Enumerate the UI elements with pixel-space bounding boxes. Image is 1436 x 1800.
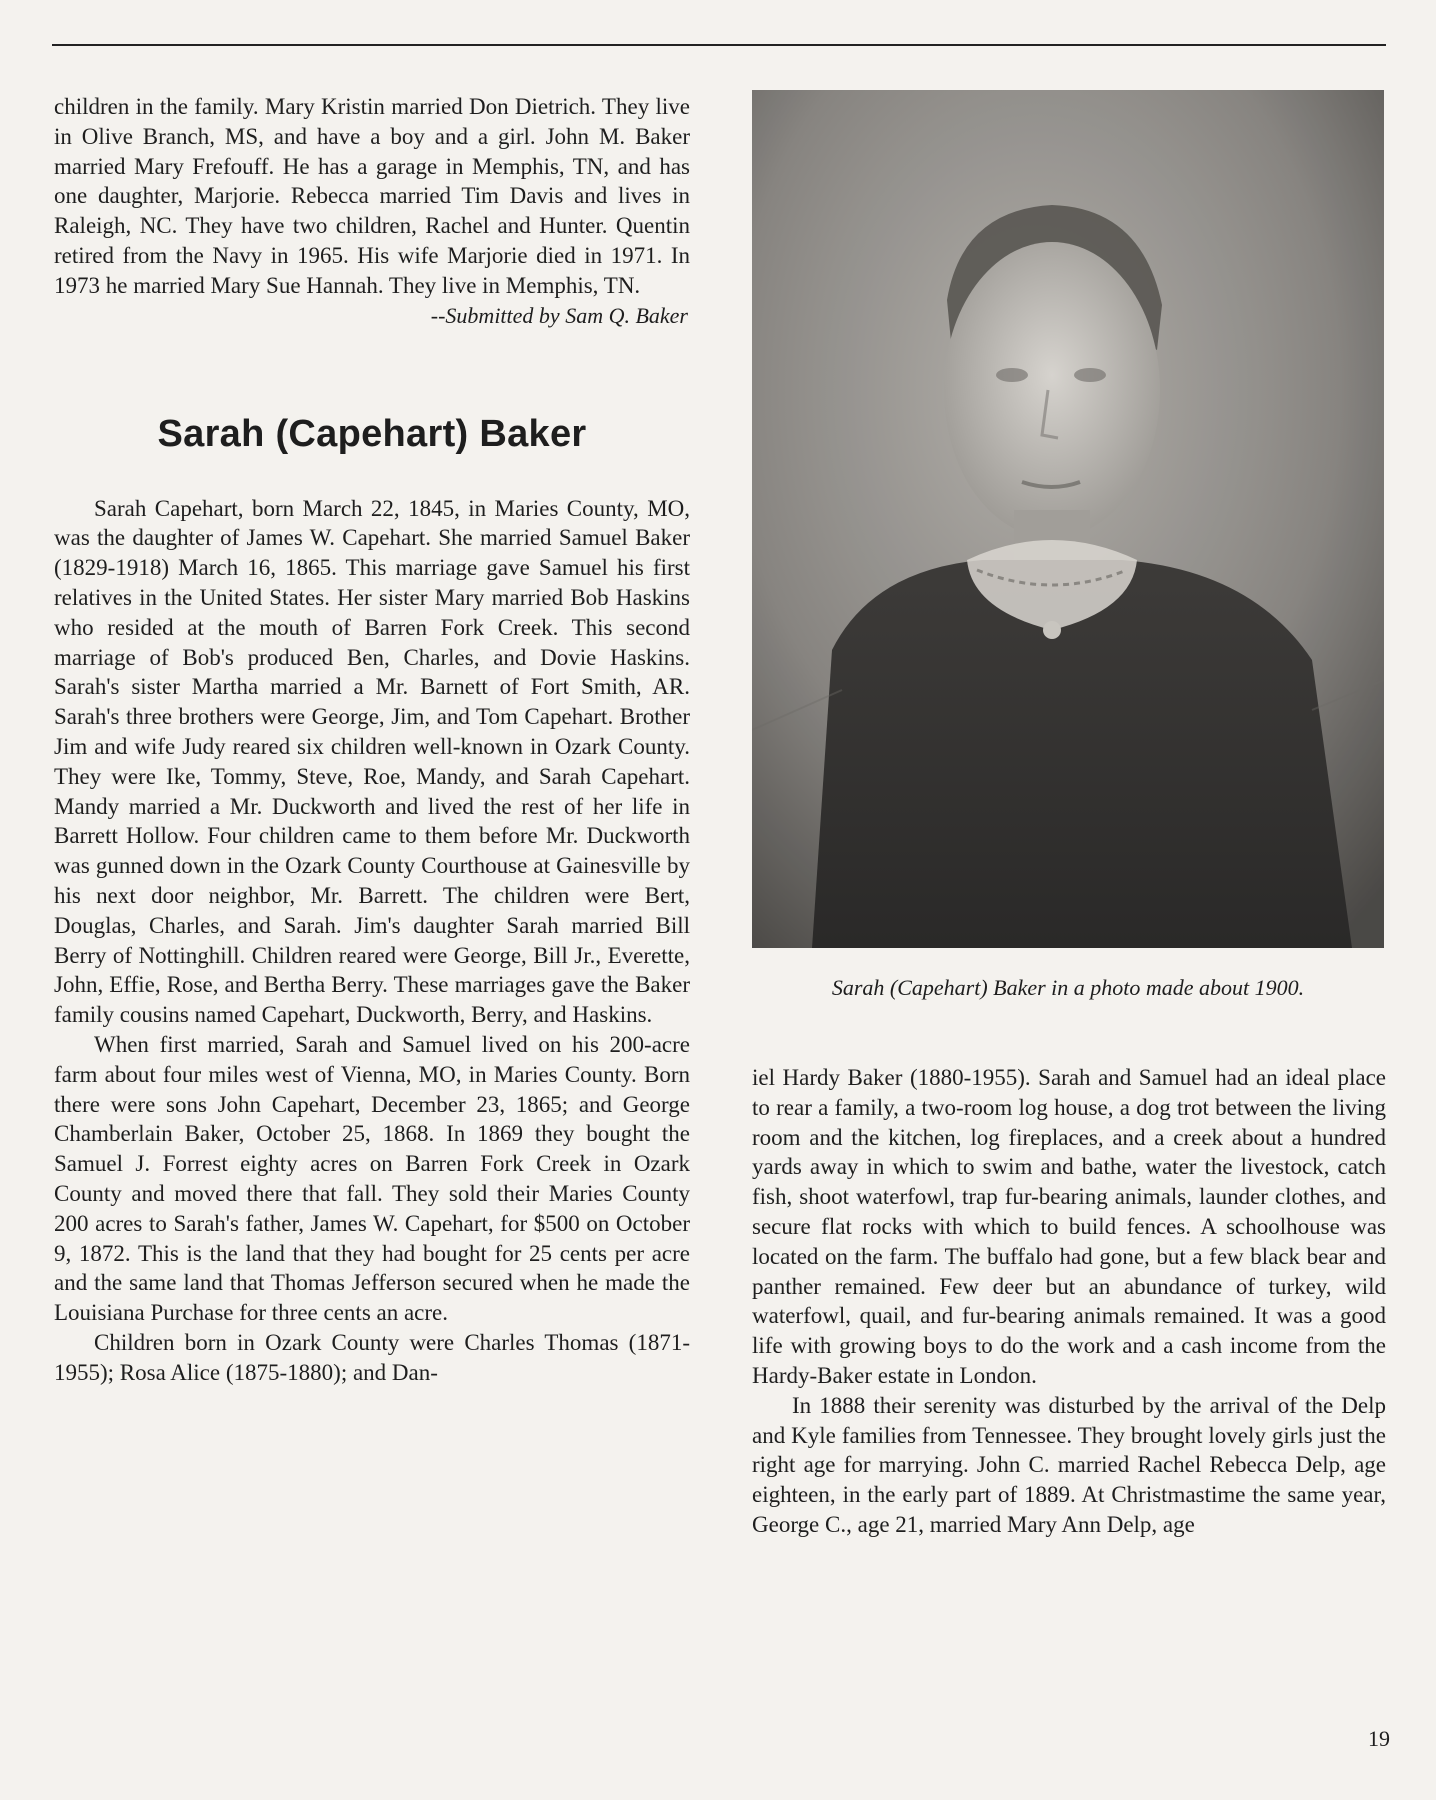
photo-caption: Sarah (Capehart) Baker in a photo made about 1900. bbox=[831, 975, 1305, 1000]
body-paragraph-1: Sarah Capehart, born March 22, 1845, in Maries County, MO, was the daughter of James W. Capehart. She married Samuel Baker (1829-1918) March 16, 1865. This marriage gave Samuel his first relatives in the United States. Her sister Mary married Bob Haskins who resided at the mouth of Barren Fork Creek. This second marriage of Bob's produced Ben, Charles, and Dovie Haskins. Sarah's sister Martha married a Mr. Barnett of Fort Smith, AR. Sarah's three brothers were George, Jim, and Tom Capehart. Brother Jim and wife Judy reared six children well-known in Ozark County. They were Ike, Tommy, Steve, Roe, Mandy, and Sarah Capehart. Mandy married a Mr. Duckworth and lived the rest of her life in Barrett Hollow. Four children came to them before Mr. Duckworth was gunned down in the Ozark County Courthouse at Gainesville by his next door neighbor, Mr. Barrett. The children were Bert, Douglas, Charles, and Sarah. Jim's daughter Sarah married Bill Berry of Nottinghill. Children reared were George, Bill Jr., Everette, John, Effie, Rose, and Bertha Berry. These marriages gave the Baker family cousins named Capehart, Duckworth, Berry, and Haskins. bbox=[54, 495, 690, 1028]
right-paragraph-1: iel Hardy Baker (1880-1955). Sarah and Samuel had an ideal place to rear a family, a two-room log house, a dog trot between the living room and the kitchen, log fireplaces, and a creek about a hundred yards away in which to swim and bathe, water the livestock, catch fish, shoot waterfowl, trap fur-bearing animals, launder clothes, and secure flat rocks with which to build fences. A schoolhouse was located on the farm. The buffalo had gone, but a few black bear and panther remained. Few deer but an abundance of turkey, wild waterfowl, quail, and fur-bearing animals remained. It was a good life with growing boys to do the work and a cash income from the Hardy-Baker estate in London. bbox=[752, 1065, 1386, 1388]
page-number: 19 bbox=[1368, 1726, 1390, 1751]
portrait-photo-drawing bbox=[752, 90, 1384, 948]
body-paragraph-3: Children born in Ozark County were Charles Thomas (1871-1955); Rosa Alice (1875-1880); and Dan- bbox=[54, 1329, 690, 1385]
portrait-photo bbox=[752, 90, 1384, 948]
article-heading: Sarah (Capehart) Baker bbox=[157, 412, 587, 455]
right-paragraph-2: In 1888 their serenity was disturbed by the arrival of the Delp and Kyle families from Tennessee. They brought lovely girls just the right age for marrying. John C. married Rachel Rebecca Delp, age eighteen, in the early part of 1889. At Christmastime the same year, George C., age 21, married Mary Ann Delp, age bbox=[752, 1392, 1386, 1537]
submitted-by-signature: --Submitted by Sam Q. Baker bbox=[430, 302, 688, 328]
top-rule bbox=[52, 44, 1386, 46]
body-paragraph-2: When first married, Sarah and Samuel lived on his 200-acre farm about four miles west of Vienna, MO, in Maries County. Born there were sons John Capehart, December 23, 1865; and George Chamberlain Baker, October 25, 1868. In 1869 they bought the Samuel J. Forrest eighty acres on Barren Fork Creek in Ozark County and moved there that fall. They sold their Maries County 200 acres to Sarah's father, James W. Capehart, for $500 on October 9, 1872. This is the land that they had bought for 25 cents per acre and the same land that Thomas Jefferson secured when he made the Louisiana Purchase for three cents an acre. bbox=[54, 1031, 690, 1326]
intro-paragraph: children in the family. Mary Kristin married Don Dietrich. They live in Olive Branch, MS, and have a boy and a girl. John M. Baker married Mary Frefouff. He has a garage in Memphis, TN, and has one daughter, Marjorie. Rebecca married Tim Davis and lives in Raleigh, NC. They have two children, Rachel and Hunter. Quentin retired from the Navy in 1965. His wife Marjorie died in 1971. In 1973 he married Mary Sue Hannah. They live in Memphis, TN. bbox=[54, 94, 690, 298]
left-column bbox=[54, 92, 690, 1387]
right-column bbox=[752, 1063, 1386, 1540]
